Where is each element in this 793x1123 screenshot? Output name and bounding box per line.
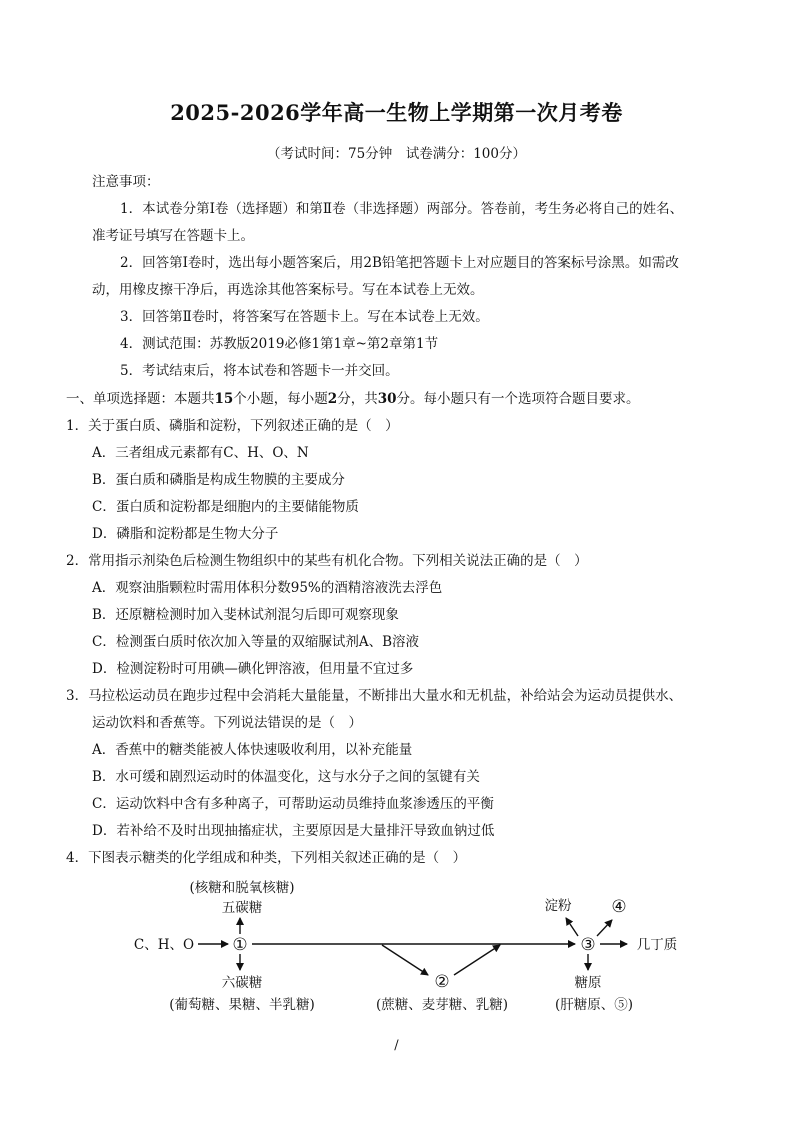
hexose-label: 六碳糖: [221, 975, 263, 991]
notice-item: 1．本试卷分第Ⅰ卷（选择题）和第Ⅱ卷（非选择题）两部分。答卷前，考生务必将自己的姓名、: [120, 201, 684, 217]
arrow-node3-to-starch: [566, 918, 578, 936]
question-3-option-c: C．运动饮料中含有多种离子，可帮助运动员维持血浆渗透压的平衡: [92, 796, 494, 812]
question-3-stem-cont: 运动饮料和香蕉等。下列说法错误的是（ ）: [92, 715, 362, 731]
page-footer: /: [394, 1038, 399, 1053]
arrow-node2-to-main: [454, 945, 500, 975]
question-2-stem: 2．常用指示剂染色后检测生物组织中的某些有机化合物。下列相关说法正确的是（ ）: [66, 553, 588, 569]
question-3-option-d: D．若补给不及时出现抽搐症状，主要原因是大量排汗导致血钠过低: [92, 823, 495, 839]
node-1: ①: [232, 935, 248, 955]
glycogen-examples-label: (肝糖原、⑤): [554, 997, 634, 1013]
question-1-option-b: B．蛋白质和磷脂是构成生物膜的主要成分: [92, 472, 345, 488]
starch-label: 淀粉: [544, 898, 572, 914]
question-3-stem: 3．马拉松运动员在跑步过程中会消耗大量能量，不断排出大量水和无机盐，补给站会为运动员提供水、: [66, 688, 683, 704]
pentose-examples-label: (核糖和脱氧核糖): [189, 880, 295, 896]
question-1-option-c: C．蛋白质和淀粉都是细胞内的主要储能物质: [92, 499, 359, 515]
question-1-option-a: A．三者组成元素都有C、H、O、N: [92, 445, 309, 461]
question-2-option-a: A．观察油脂颗粒时需用体积分数95%的酒精溶液洗去浮色: [92, 580, 443, 596]
question-4-stem: 4．下图表示糖类的化学组成和种类，下列相关叙述正确的是（ ）: [66, 850, 467, 866]
question-3-option-b: B．水可缓和剧烈运动时的体温变化，这与水分子之间的氢键有关: [92, 769, 480, 785]
question-3-option-a: A．香蕉中的糖类能被人体快速吸收利用，以补充能量: [92, 742, 413, 758]
notice-item: 3．回答第Ⅱ卷时，将答案写在答题卡上。写在本试卷上无效。: [120, 309, 489, 325]
arrow-to-node2: [382, 945, 428, 975]
elements-label: C、H、O: [133, 937, 195, 953]
pentose-label: 五碳糖: [221, 900, 263, 916]
disaccharide-examples-label: (蔗糖、麦芽糖、乳糖): [375, 997, 509, 1013]
notice-item: 2．回答第Ⅰ卷时，选出每小题答案后，用2B铅笔把答题卡上对应题目的答案标号涂黑。如需改: [120, 255, 679, 271]
notice-heading: 注意事项：: [92, 174, 160, 190]
question-1-stem: 1．关于蛋白质、磷脂和淀粉，下列叙述正确的是（ ）: [66, 418, 399, 434]
notice-item: 准考证号填写在答题卡上。: [92, 228, 254, 244]
exam-info: （考试时间：75分钟 试卷满分：100分）: [267, 146, 526, 162]
chitin-label: 几丁质: [636, 937, 678, 953]
glycogen-label: 糖原: [574, 975, 602, 991]
question-2-option-b: B．还原糖检测时加入斐林试剂混匀后即可观察现象: [92, 607, 399, 623]
arrow-node3-to-node4: [597, 920, 612, 936]
sugar-classification-diagram: [120, 878, 690, 1023]
node-4: ④: [611, 897, 627, 917]
node-3: ③: [580, 935, 596, 955]
question-2-option-c: C．检测蛋白质时依次加入等量的双缩脲试剂A、B溶液: [92, 634, 419, 650]
hexose-examples-label: (葡萄糖、果糖、半乳糖): [169, 997, 315, 1013]
notice-item: 4．测试范围：苏教版2019必修1第1章~第2章第1节: [120, 336, 439, 352]
question-1-option-d: D．磷脂和淀粉都是生物大分子: [92, 526, 279, 542]
node-2: ②: [434, 972, 450, 992]
notice-item: 5．考试结束后，将本试卷和答题卡一并交回。: [120, 363, 399, 379]
page-title: 2025-2026学年高一生物上学期第一次月考卷: [170, 100, 623, 125]
notice-item: 动，用橡皮擦干净后，再选涂其他答案标号。写在本试卷上无效。: [92, 282, 484, 298]
question-2-option-d: D．检测淀粉时可用碘—碘化钾溶液，但用量不宜过多: [92, 661, 414, 677]
section-heading: 一、单项选择题：本题共15个小题，每小题2分，共30分。每小题只有一个选项符合题目要求。: [66, 391, 640, 407]
